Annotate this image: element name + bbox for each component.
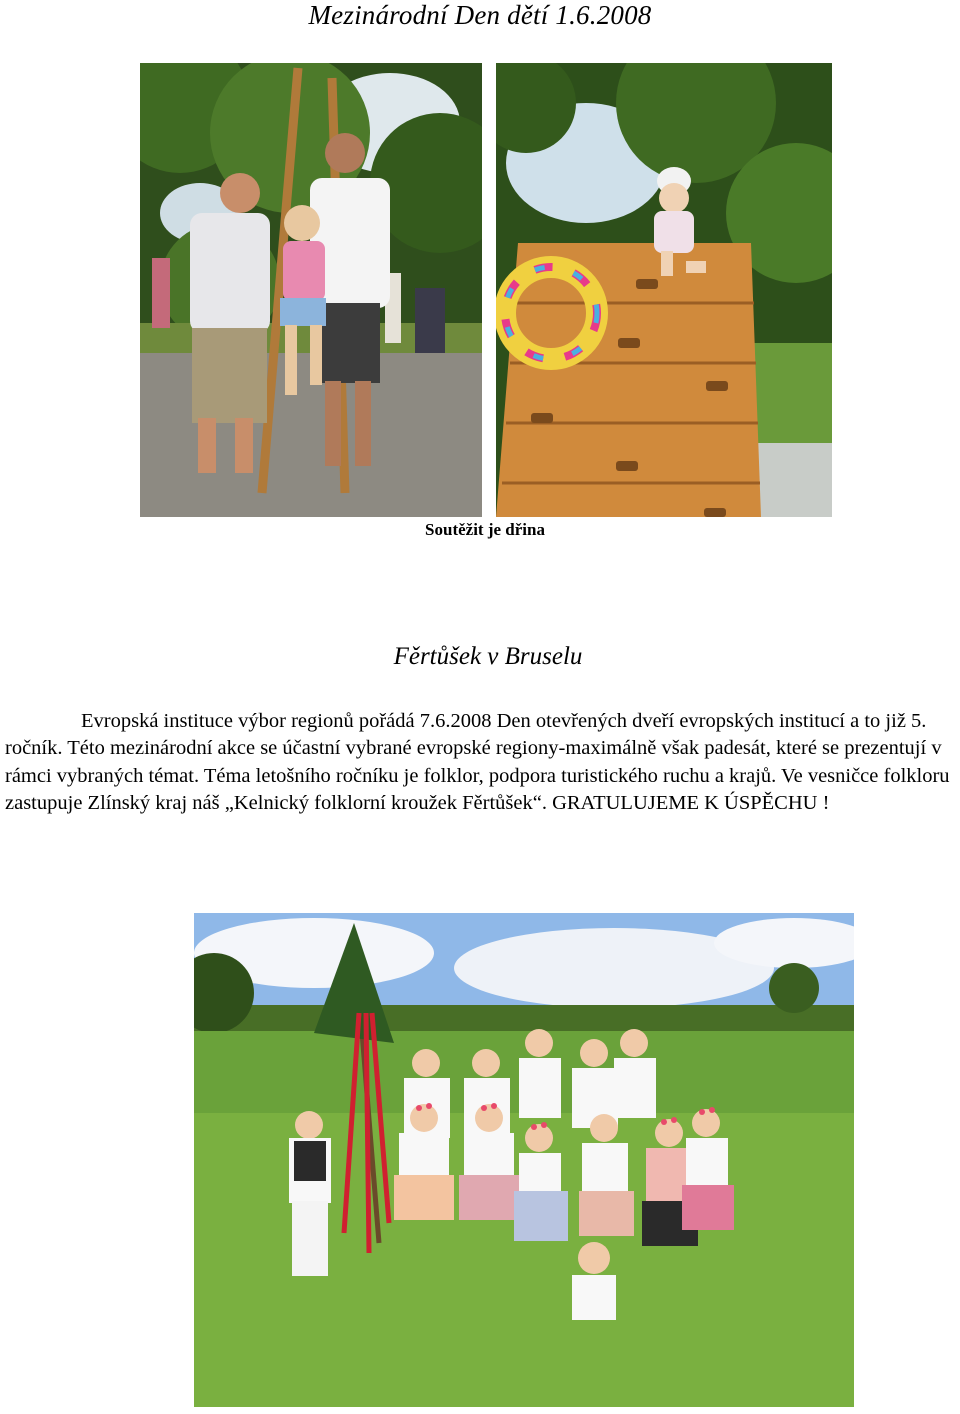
article-paragraph [5, 708, 955, 818]
photo-climbing-wall [496, 63, 832, 517]
brussels-heading: Fěrtůšek v Bruselu [393, 643, 583, 670]
event-heading: Mezinárodní Den dětí 1.6.2008 [308, 0, 652, 30]
article-text: Evropská instituce výbor regionů pořádá 7.6.2008 Den otevřených dveří evropských institucí a to již 5. ročník. Této mezinárodní akce se účastní vybrané evropské regiony-maximálně však padesát, které se prezentují v rámci vybraných témat. Téma letošního ročníku je folklor, podpora turistického ruchu a krajů. Ve vesničce folkloru zastupuje Zlínský kraj náš „Kelnický folklorní kroužek Fěrtůšek“. GRATULUJEME K ÚSPĚCHU ! [5, 710, 950, 815]
photo-caption: Soutěžit je dřina [425, 520, 545, 539]
photo-stilt-walking [140, 63, 482, 517]
photo-folklore-group [194, 913, 854, 1407]
